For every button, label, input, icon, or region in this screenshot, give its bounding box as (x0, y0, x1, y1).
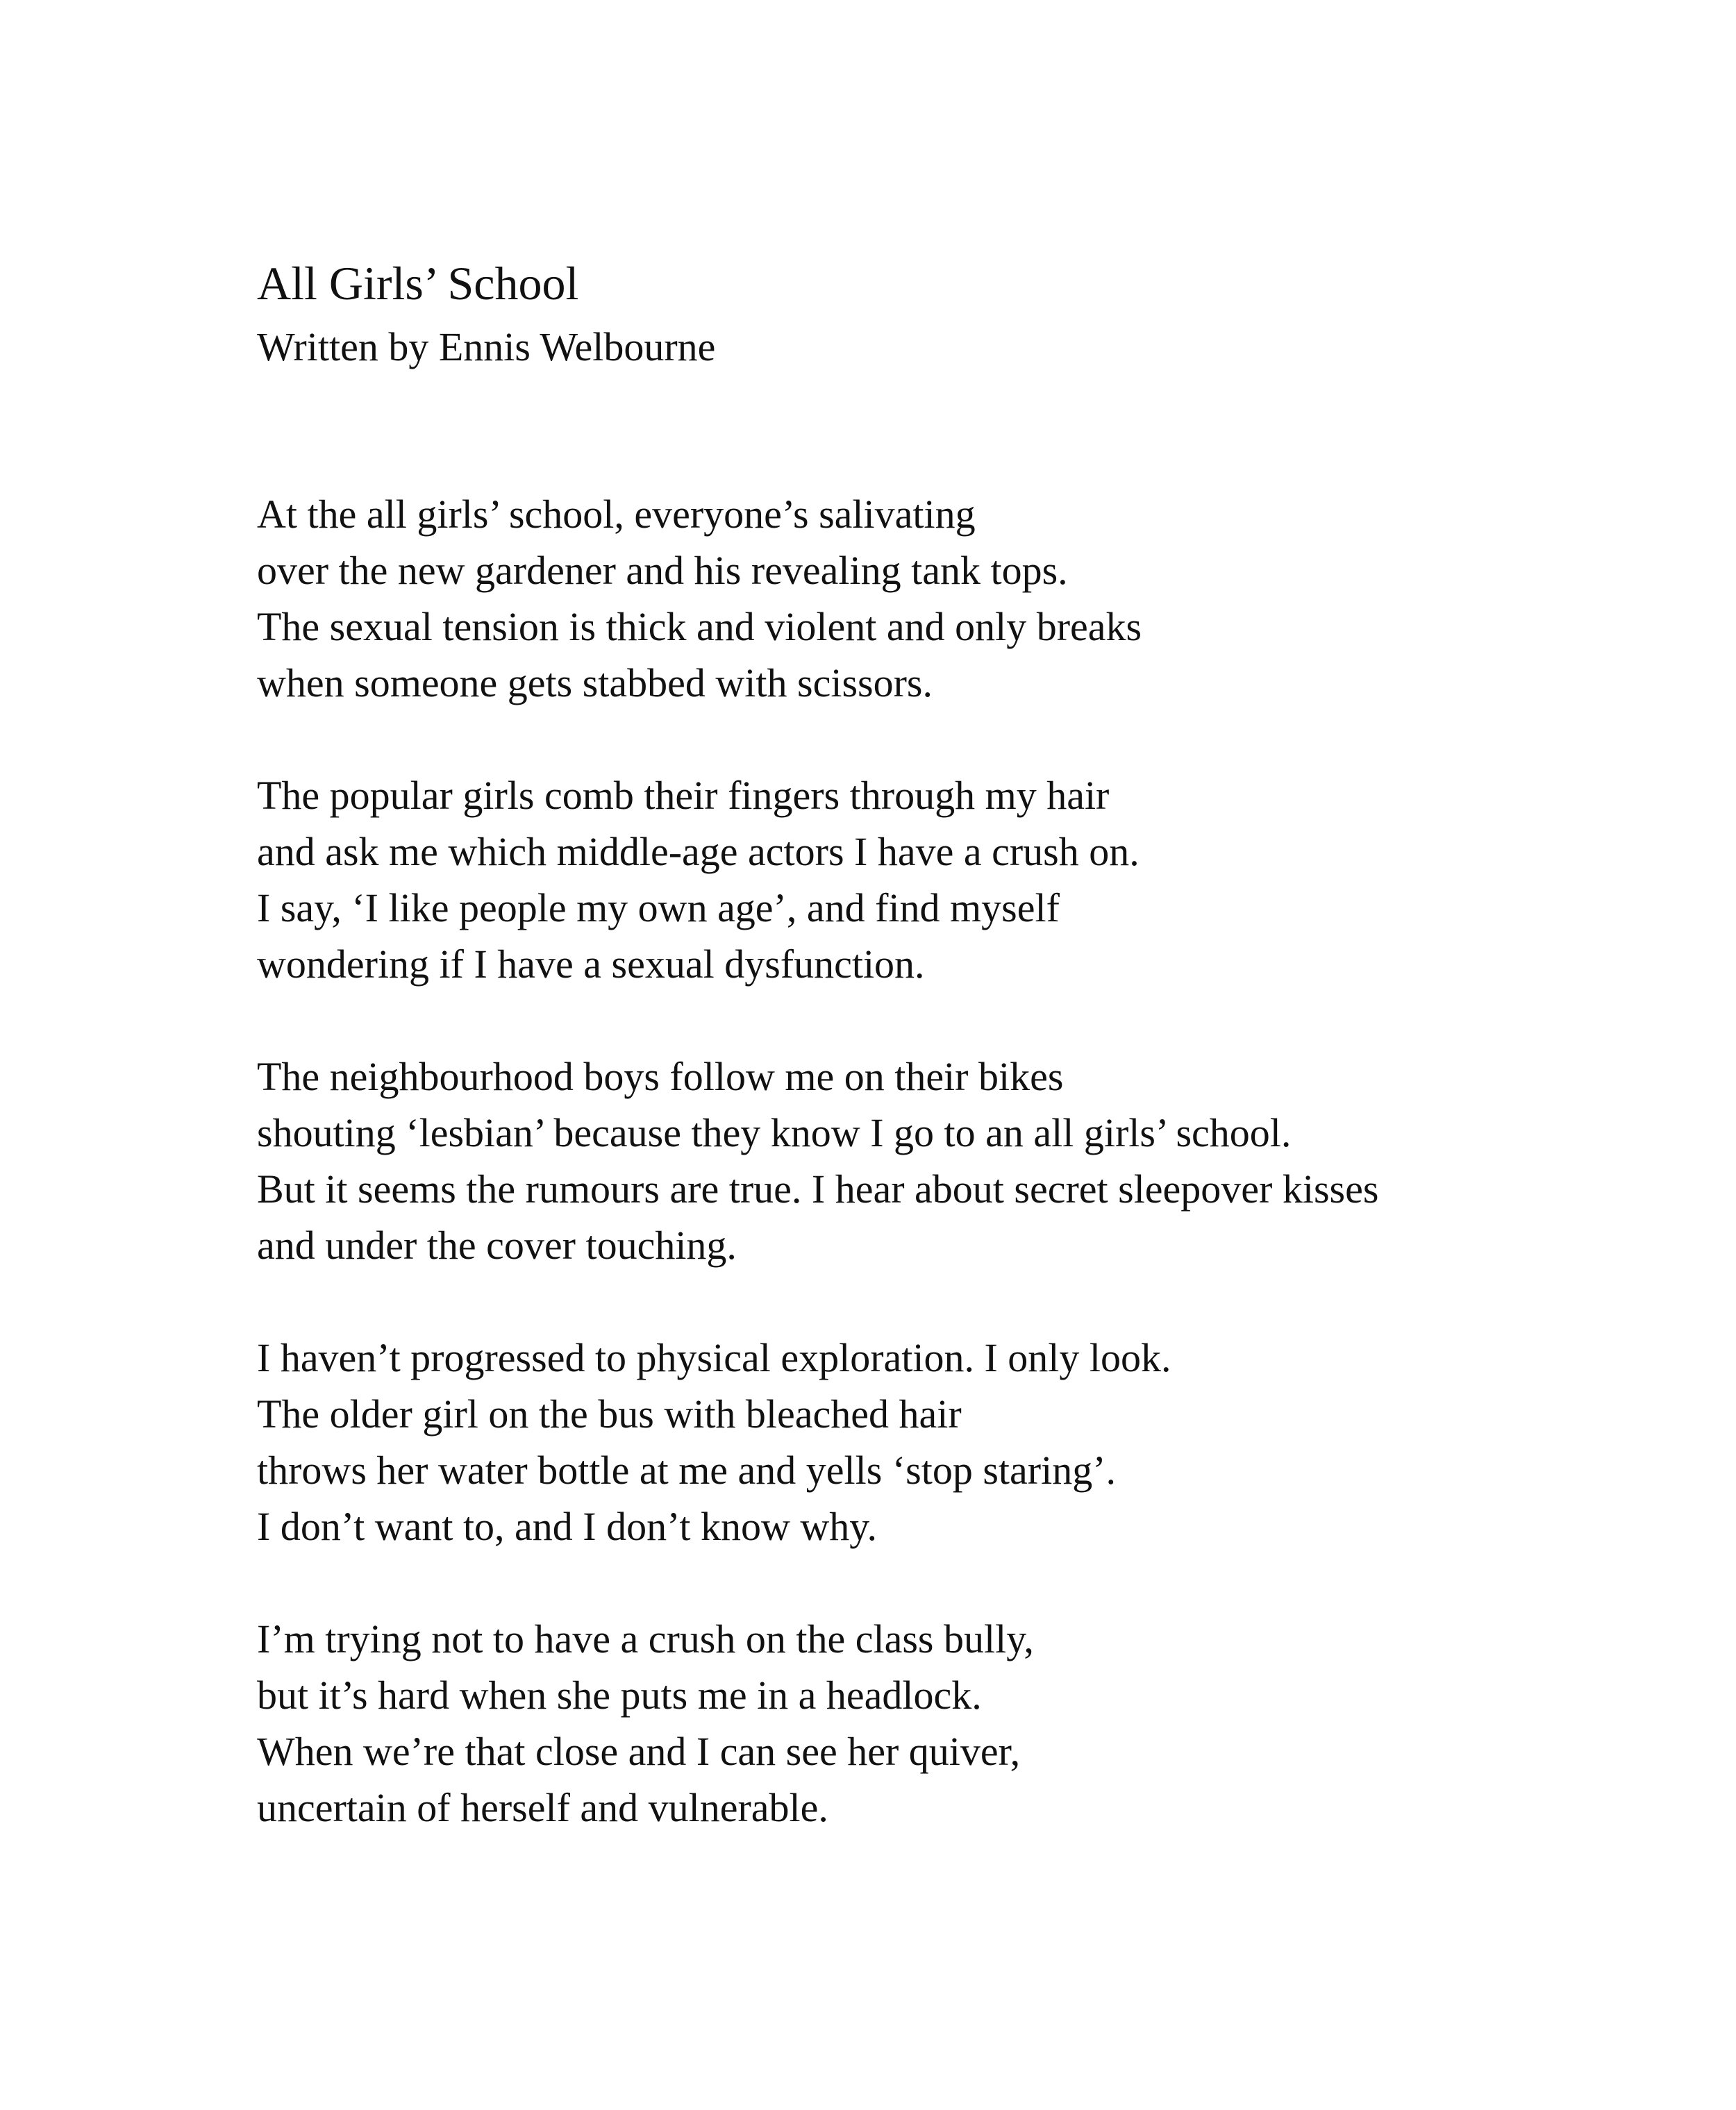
poem-line: At the all girls’ school, everyone’s salivating (257, 492, 976, 537)
poem-line: The popular girls comb their fingers through my hair (257, 773, 1110, 818)
poem-title: All Girls’ School (257, 257, 579, 310)
stanza (257, 1330, 1576, 1555)
poem-line: but it’s hard when she puts me in a headlock. (257, 1673, 982, 1718)
poem-line: The older girl on the bus with bleached hair (257, 1391, 962, 1437)
poem-byline: Written by Ennis Welbourne (257, 324, 716, 369)
poem-line: The neighbourhood boys follow me on their bikes (257, 1054, 1064, 1099)
poem-line: But it seems the rumours are true. I hear about secret sleepover kisses (257, 1166, 1379, 1212)
poem-line: I say, ‘I like people my own age’, and find myself (257, 885, 1060, 930)
stanza (257, 767, 1576, 992)
stanza (257, 486, 1576, 711)
stanza (257, 1048, 1576, 1273)
poem-line: When we’re that close and I can see her quiver, (257, 1729, 1021, 1774)
stanza (257, 1611, 1576, 1836)
poem-line: uncertain of herself and vulnerable. (257, 1785, 828, 1830)
poem-line: and under the cover touching. (257, 1223, 737, 1268)
poem-line: over the new gardener and his revealing tank tops. (257, 548, 1068, 593)
poem-line: The sexual tension is thick and violent and only breaks (257, 604, 1142, 649)
poem-line: I don’t want to, and I don’t know why. (257, 1504, 877, 1549)
poem-body (257, 486, 1576, 1892)
poem-line: throws her water bottle at me and yells ‘stop staring’. (257, 1448, 1117, 1493)
poem-line: wondering if I have a sexual dysfunction. (257, 941, 925, 987)
poem-line: I’m trying not to have a crush on the class bully, (257, 1616, 1034, 1661)
poem-line: when someone gets stabbed with scissors. (257, 660, 933, 705)
poem-line: and ask me which middle-age actors I have a crush on. (257, 829, 1140, 874)
poem-line: I haven’t progressed to physical exploration. I only look. (257, 1335, 1171, 1380)
poem-line: shouting ‘lesbian’ because they know I go to an all girls’ school. (257, 1110, 1292, 1155)
